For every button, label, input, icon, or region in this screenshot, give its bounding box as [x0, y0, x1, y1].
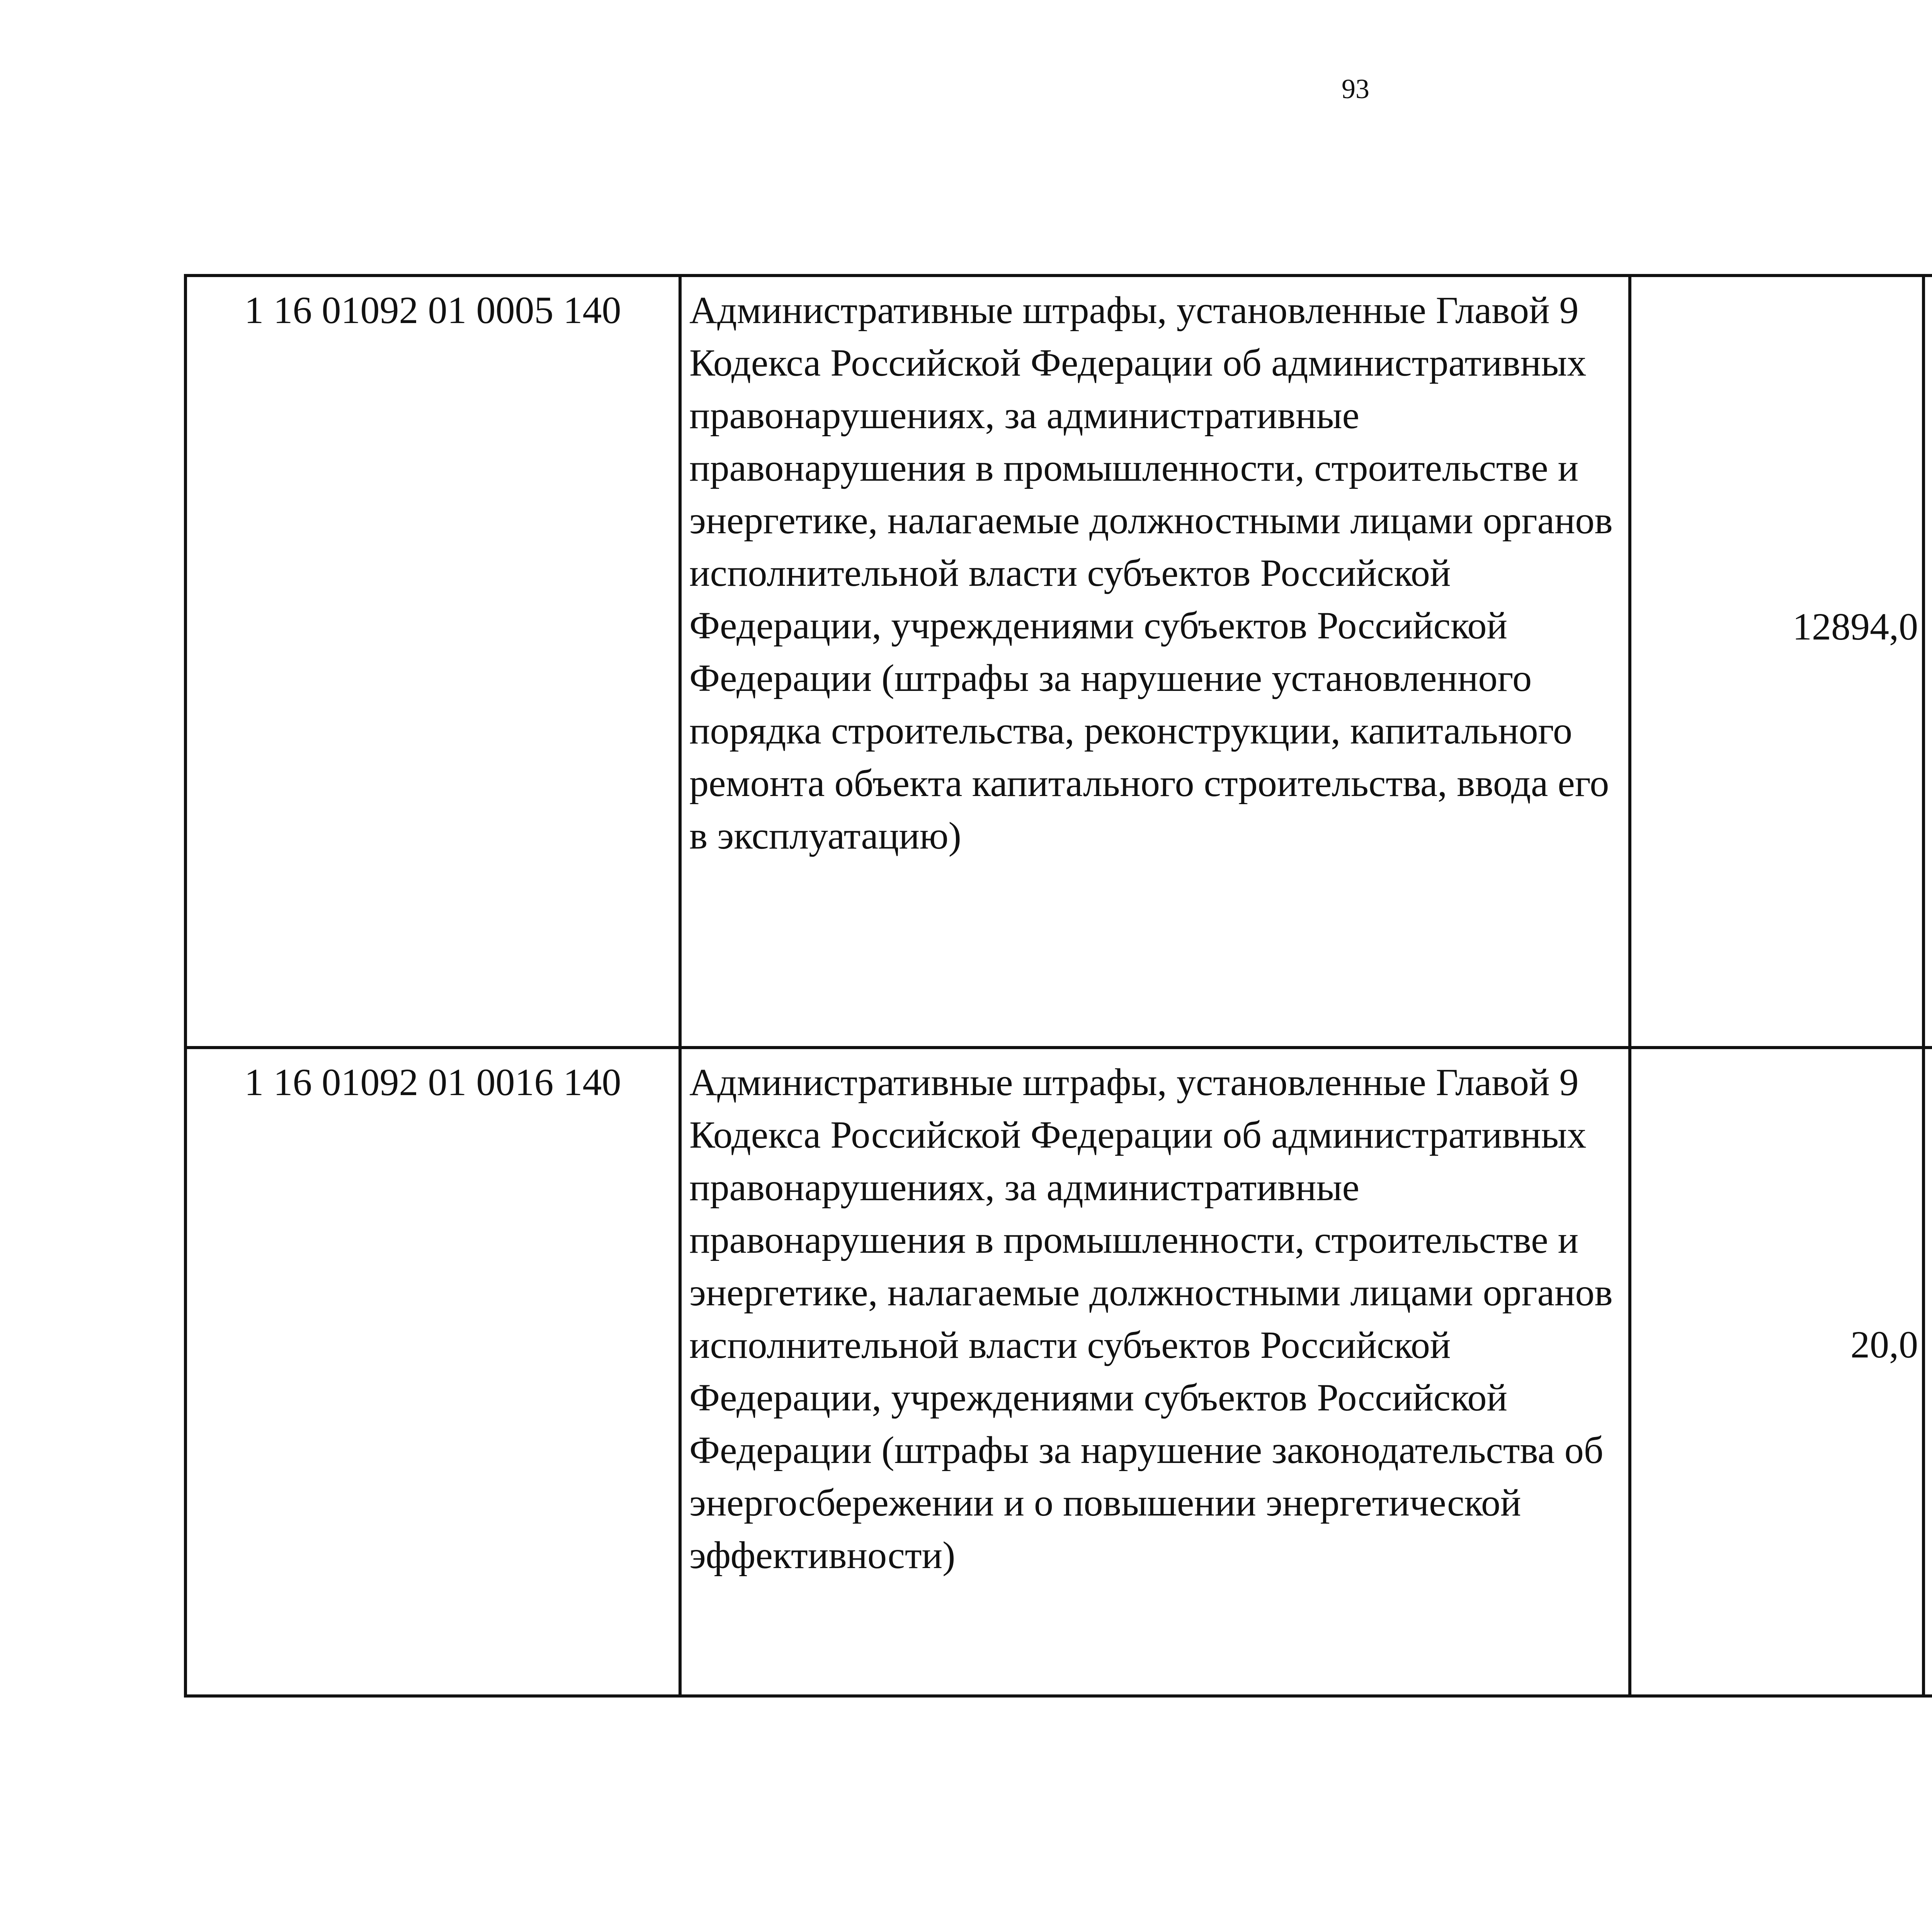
- budget-code-cell: 1 16 01092 01 0016 140: [185, 1048, 680, 1696]
- budget-code-cell: 1 16 01092 01 0005 140: [185, 276, 680, 1048]
- page-number: 93: [1342, 73, 1369, 104]
- description-cell: Административные штрафы, установленные Главой 9 Кодекса Российской Федерации об административных правонарушениях, за административные правонарушения в промышленности, строительстве и энергетике, налагаемые должностными лицами органов исполнительной власти субъектов Российской Федерации, учреждениями субъектов Российской Федерации (штрафы за нарушение установленного порядка строительства, реконструкции, капитального ремонта объекта капитального строительства, ввода его в эксплуатацию): [680, 276, 1630, 1048]
- value-cell-1: 20,0: [1630, 1048, 1923, 1696]
- budget-table: [184, 274, 1932, 1698]
- value-cell-1: 12894,0: [1630, 276, 1923, 1048]
- value-cell-2: [1923, 276, 1932, 1048]
- table-row: [185, 1048, 1932, 1696]
- value-cell-2: [1923, 1048, 1932, 1696]
- table-row: [185, 276, 1932, 1048]
- description-cell: Административные штрафы, установленные Главой 9 Кодекса Российской Федерации об административных правонарушениях, за административные правонарушения в промышленности, строительстве и энергетике, налагаемые должностными лицами органов исполнительной власти субъектов Российской Федерации, учреждениями субъектов Российской Федерации (штрафы за нарушение законодательства об энергосбережении и о повышении энергетической эффективности): [680, 1048, 1630, 1696]
